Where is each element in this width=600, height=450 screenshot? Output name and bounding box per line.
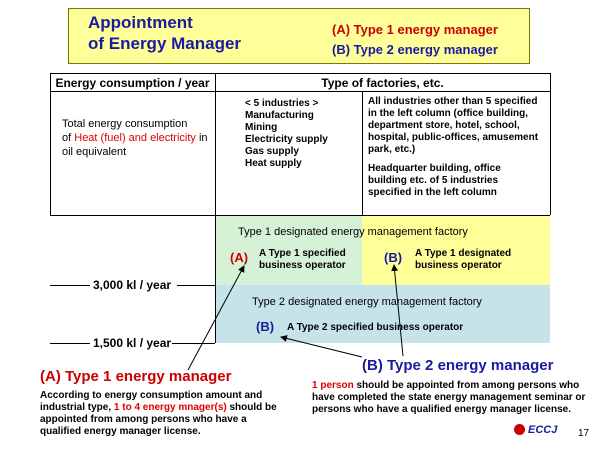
eccj-logo: ECCJ [514,424,557,436]
zone-b-text: A Type 1 designated business operator [415,248,512,271]
bottom-type1-text: According to energy consumption amount and industrial type, 1 to 4 energy mnager(s) should be appointed from among persons who have a qualified energy manager license. [40,390,277,437]
industry-item: Gas supply [245,146,299,157]
arrow-a-to-zone [188,266,244,370]
title-type-a: (A) Type 1 energy manager [332,22,498,37]
threshold-1500-label: 1,500 kl / year [93,336,172,350]
col-header-factory-type: Type of factories, etc. [321,76,444,90]
title-line-1: Appointment [88,13,193,32]
threshold-3000-label: 3,000 kl / year [93,278,172,292]
bottom-type2-title: (B) Type 2 energy manager [362,357,554,374]
zone-b2-letter: (B) [256,319,275,334]
consumption-description: Total energy consumption of Heat (fuel) and electricity in oil equivalent [62,118,208,158]
industries-title: < 5 industries > [245,98,319,109]
title-type-b: (B) Type 2 energy manager [332,42,498,57]
headquarter-text: Headquarter building, office building etc. of 5 industries specified in the left column [368,163,501,198]
eccj-logo-icon [514,424,525,435]
arrow-b-to-type2 [281,337,362,357]
title-line-2: of Energy Manager [88,34,242,53]
industry-item: Manufacturing [245,110,314,121]
zone-a-letter: (A) [230,250,249,265]
industry-item: Electricity supply [245,134,328,145]
industry-item: Heat supply [245,158,302,169]
bottom-type2-text: 1 person should be appointed from among persons who have completed the state energy management seminar or persons who have a qualified energy manager license. [312,380,586,415]
type1-factory-label: Type 1 designated energy management factory [238,226,468,238]
type2-factory-label: Type 2 designated energy management factory [252,296,482,308]
bottom-type1-title: (A) Type 1 energy manager [40,368,232,385]
consumption-highlight: Heat (fuel) and electricity [74,132,196,144]
page-number: 17 [578,428,590,439]
zone-b2-text: A Type 2 specified business operator [287,322,464,333]
zone-a-text: A Type 1 specified business operator [259,248,346,271]
industry-item: Mining [245,122,278,133]
col-header-consumption: Energy consumption / year [55,76,210,90]
zone-b-letter: (B) [384,250,403,265]
other-industries-text: All industries other than 5 specified in the left column (office building, department store, hotel, school, hospital, public-offices, amusement park, etc.) [368,96,539,155]
arrow-b-to-type1 [394,265,403,356]
